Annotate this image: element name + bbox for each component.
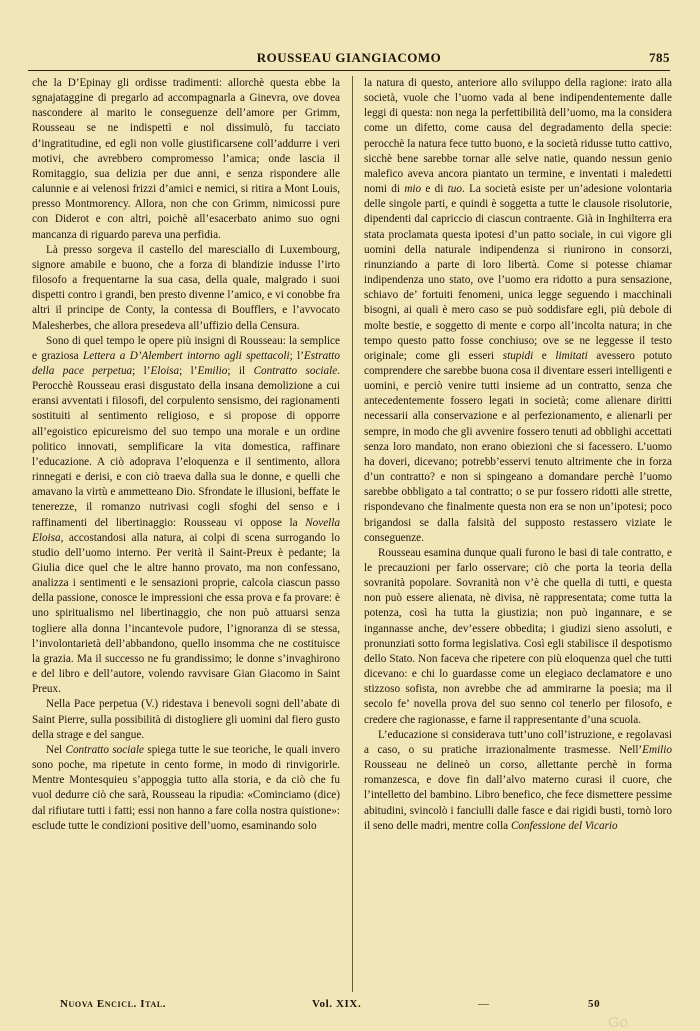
text-run: Rousseau ne delineò un corso, allettante perchè in forma romanzesca, e dove fin dall’alvo materno curasi il cuore, che l’intelletto del bambino. Libro benefico, che fece dismettere pessime abitudini, svincolò i fanciulli dalle fasce e dai rigidi busti, tornò loro il seno delle madri, mentre colla bbox=[364, 759, 672, 832]
column-divider bbox=[352, 76, 353, 992]
italic-title: Estratto della pace perpetua bbox=[32, 349, 340, 377]
text-run: , accostandosi alla natura, ai colpi di scena surrogando lo studio dell’uomo interno. Per verità il Saint-Preux è pedante; la Giulia dice quel che le altre hanno provato, ma non confessano, analizza i sentimenti e le sensazioni proprie, calcola ciascun passo della passione, conosce le impressioni che essa prova e fa provare: è uno spiritualismo nel libertinaggio, che non può attuarsi senza togliere alla donna l’incantevole pudore, l’ignoranza di se stessa, l’involontarietà dell’abbandono, quello insomma che ne costituisce la grazia. Ma il successo ne fu grandissimo; le donne s’invaghirono e del libro e dell’autore, volendo ravvisare Gian Giacomo in Saint Preux. bbox=[32, 531, 340, 696]
text-run: ; l’ bbox=[289, 349, 304, 362]
text-run: . Perocchè Rousseau erasi disgustato della insana demolizione a cui eransi avventati i filosofi, del corpulento sensismo, dei ragionamenti sostituiti al sentimento religioso, e si propose di opporre all’egoistico epicureismo del suo tempo una morale e un ordine politico innovati, semplificare la vita domestica, raffinare l’educazione. A ciò adoprava l’eloquenza e il sentimento, allora rinnegati e derisi, e con ciò traeva dalla sua le donne, e quelli che amavano la virtù e ammetteano Dio. Sfrondate le illusioni, beffate le tenerezze, il romanzo nutrivasi cogli sfoghi del senso e i raffinamenti del libertinaggio: Rousseau vi oppose la bbox=[32, 364, 340, 529]
text-run: che la D’Epinay gli ordisse tradimenti: allorchè questa ebbe la sgnajataggine di pregarlo ad accompagnarla a Ginevra, ove dovea nascondere al marito le conseguenze dell’amore per Grimm, Rousseau se ne indispettì e nol dissimulò, fu tacciato d’ingratitudine, ed egli non volle giustificarsene coll’addurre i veri motivi, che avrebbero compromesso l’amica; onde lascia il Romitaggio, sua delizia per due anni, e senza rispondere alle calunnie e ai velenosi frizzi d’amici e nemici, si ritira a Mont Louis, presso Montmorency. Allora, non che con Grimm, nimicossi pure con Diderot e con altri, poichè all’esacerbato animo suo ogni mancanza di riguardo pareva una perfidia. bbox=[32, 77, 340, 241]
header-rule bbox=[28, 70, 670, 71]
text-run: Nel bbox=[46, 743, 66, 756]
paragraph bbox=[364, 728, 672, 834]
text-run: Nella Pace perpetua (V.) ridestava i benevoli sogni dell’abate di Saint Pierre, sulla possibilità di distogliere gli uomini dal fiero gusto della strage e del sangue. bbox=[32, 698, 340, 741]
footer-dash: — bbox=[478, 998, 490, 1010]
italic-title: Eloisa bbox=[150, 364, 180, 377]
footer-sheet-number: 50 bbox=[588, 998, 601, 1010]
italic-title: Contratto sociale bbox=[253, 364, 338, 377]
text-run: ; l’ bbox=[179, 364, 198, 377]
paragraph-continued bbox=[364, 76, 672, 546]
text-run: avessero potuto comprendere che sarebbe buona cosa il diventare esseri intelligenti e uomini, e perciò venire tutti insieme ad un contratto, senza che antecedentemente fossero legati in società; come alienare diritti necessarii alla conservazione e al perfezionamento, e alienarli per sempre, in modo che gli avvenire fossero tenuti ad obblighi accettati senza loro mandato, non erano obiezioni che si facessero. L’uomo ha doveri, dicevano; potrebb’esservi tenuto altrimente che in forza d’un contratto? e non si spingeano a domandare perchè l’uomo sarebbe obbligato a tal contratto; o se pur fossero ridotti alle strette, rispondevano che finalmente questa non era se non un’ipotesi; poco brigandosi se dalla falsità del supposto restassero viziate le conseguenze. bbox=[364, 349, 672, 544]
page bbox=[28, 0, 670, 1031]
paragraph bbox=[32, 743, 340, 834]
text-run: Rousseau esamina dunque quali furono le basi di tale contratto, e le precauzioni per farlo osservare; ciò che porta la teoria della sovranità popolare. Sovranità non v’è che quella di tutti, e questa non può essere alienata, nè divisa, nè rappresentata; come tutta la potenza, così ha tutta la giustizia; non può ingannare, e se ingannasse anche, dev’essere obbedita; i giudizi sieno assoluti, e pronunziati sotto forma legislativa. Così egli stabilisce il despotismo dello Stato. Non faceva che ripetere con più eloquenza quel che tutti dicevano: e chi lo guardasse come un elegiaco declamatore e uno stizzoso sofista, non avrebbe che ad ammirarne la poesia; ma il secolo fe’ novella prova del suo senno col tenerlo per filosofo, e credere che ragionasse, e farne il rappresentante d’una scuola. bbox=[364, 546, 672, 726]
watermark: Go bbox=[608, 1014, 629, 1031]
text-run: e bbox=[533, 349, 556, 362]
text-run: L’educazione si considerava tutt’uno coll’istruzione, e regolavasi a caso, o su pratiche irrazionalmente trasmesse. Nell’ bbox=[364, 728, 672, 756]
right-column bbox=[364, 76, 672, 992]
paragraph bbox=[32, 334, 340, 698]
paragraph bbox=[32, 243, 340, 334]
page-number: 785 bbox=[649, 50, 670, 65]
text-run: Là presso sorgeva il castello del maresciallo di Luxembourg, signore amabile e buono, che a forza di blandizie indusse l’irto filosofo a frequentarne la sua casa, della quale, malgrado i suoi dispetti contro i grandi, ben presto divenne l’amico, e vi conobbe fra altri il principe de Conty, la contessa di Boufflers, e l’avvocato Malesherbes, che allora presedeva all’uffizio della Censura. bbox=[32, 243, 340, 332]
italic-title: Confessione del Vicario bbox=[510, 819, 618, 832]
running-title: ROUSSEAU GIANGIACOMO bbox=[256, 50, 442, 65]
text-run: spiega tutte le sue teoriche, le quali invero sono poche, ma ripetute in cento forme, in modo di rinvigorirle. Mentre Montesquieu s’appoggia tutto alla storia, e da ciò che fu vuol dedurre ciò che sarà, Rousseau la ripudia: «Cominciamo (dice) dal rifiutare tutti i fatti; essi non hanno a fare colla nostra quistione»: esclude tutte le condizioni positive dell’uomo, esaminando solo bbox=[32, 743, 340, 832]
text-run: la natura di questo, anteriore allo sviluppo della ragione: irato alla società, vuole che l’uomo vada al bene indipendentemente dalle leggi di questa: non nega la perfettibilità dell’uomo, ma la considera come un difetto, come causa del degradamento della specie: perocchè la natura fece tutto buono, e la società ridusse tutto cattivo, sicchè bene sarebbe tornar alle selve natie, quando nessun genio malefico aveva ancora piantato un termine, e inventati i maledetti nomi di bbox=[364, 77, 672, 196]
italic-title: tuo bbox=[447, 183, 462, 196]
italic-title: mio bbox=[404, 183, 422, 196]
paragraph-continued bbox=[32, 76, 340, 243]
footer-publication: Nuova Encicl. Ital. bbox=[60, 998, 167, 1010]
text-run: ; l’ bbox=[132, 364, 151, 377]
paragraph bbox=[364, 546, 672, 728]
italic-title: Emilio bbox=[197, 364, 228, 377]
italic-title: Emilio bbox=[642, 743, 672, 756]
italic-title: limitati bbox=[555, 349, 588, 362]
paragraph bbox=[32, 697, 340, 742]
left-column bbox=[32, 76, 340, 992]
running-header bbox=[28, 48, 670, 70]
text-run: ; il bbox=[227, 364, 254, 377]
italic-title: stupidi bbox=[502, 349, 534, 362]
page-footer bbox=[28, 998, 670, 1016]
text-run: e di bbox=[421, 183, 448, 196]
text-run: . La società esiste per un’adesione volontaria delle singole parti, e quindi è soggetta a tutte le clausole risolutorie, dipendenti dal capriccio di ciascun contraente. Già in Inghilterra era stata proclamata questa ipotesi d’un patto sociale, in cui vigore gli uomini della naturale indipendenza si riunirono in consorzi, rinunziando a parte di loro libertà. Come si potesse chiamar indipendenza uno stato, ove l’uomo era ridotto a pura sensazione, schiavo de’ fortuiti fenomeni, unica legge seguendo i macchinali bisogni, ai quali è mero caso se può soddisfare egli, più debole di molte bestie, e soggetto di mente e corpo all’incolta natura; in che tempo questo patto fosse conchiuso; ove se ne leggesse il testo originale; come gli esseri bbox=[364, 183, 672, 362]
italic-title: Lettera a D’Alembert intorno agli spettacoli bbox=[83, 349, 290, 362]
footer-volume: Vol. XIX. bbox=[312, 998, 362, 1010]
text-run: Sono di quel tempo le opere più insigni di Rousseau: la semplice e graziosa bbox=[32, 334, 340, 362]
italic-title: Novella Eloisa bbox=[32, 516, 340, 544]
italic-title: Contratto sociale bbox=[65, 743, 145, 756]
